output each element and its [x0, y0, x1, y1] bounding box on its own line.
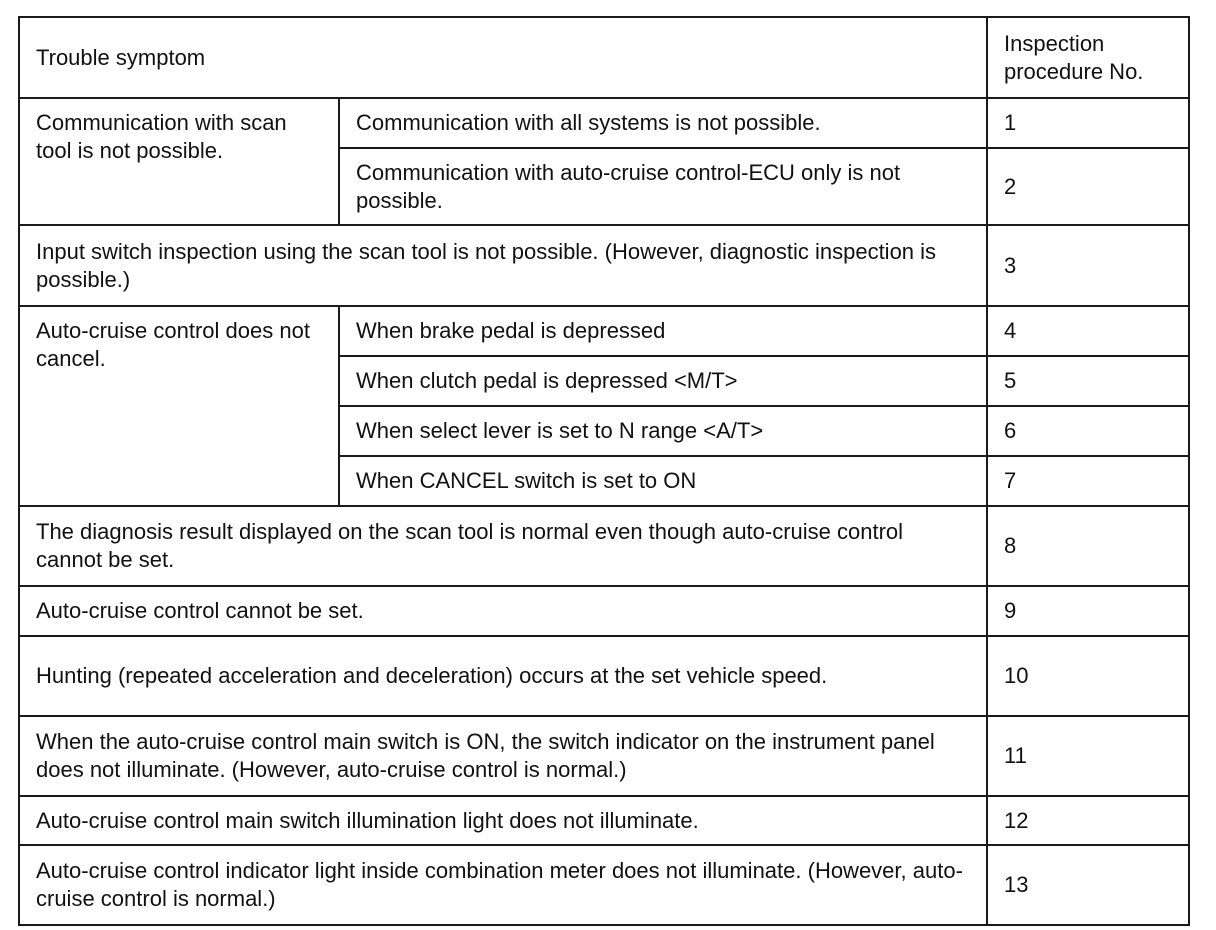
- symptom-cell: Communication with auto-cruise control-ECU only is not possible.: [339, 148, 987, 225]
- symptom-cell: Input switch inspection using the scan tool is not possible. (However, diagnostic inspection is possible.): [19, 225, 987, 306]
- procedure-number: 4: [987, 306, 1189, 356]
- procedure-number: 5: [987, 356, 1189, 406]
- procedure-number: 2: [987, 148, 1189, 225]
- symptom-cell: When the auto-cruise control main switch is ON, the switch indicator on the instrument panel does not illuminate. (However, auto-cruise control is normal.): [19, 716, 987, 796]
- table-row: [19, 716, 1189, 796]
- procedure-number: 6: [987, 406, 1189, 456]
- table-row: [19, 306, 1189, 356]
- symptom-cell: Auto-cruise control main switch illumination light does not illuminate.: [19, 796, 987, 845]
- table-row: [19, 225, 1189, 306]
- table-row: [19, 98, 1189, 148]
- table-row: [19, 636, 1189, 716]
- trouble-symptom-table: [18, 16, 1190, 926]
- procedure-number: 9: [987, 586, 1189, 636]
- procedure-number: 10: [987, 636, 1189, 716]
- group-label-communication: Communication with scan tool is not possible.: [19, 98, 339, 225]
- table-row: [19, 796, 1189, 845]
- header-procedure-line1: Inspection: [1004, 30, 1105, 56]
- symptom-cell: When clutch pedal is depressed <M/T>: [339, 356, 987, 406]
- table-row: [19, 586, 1189, 636]
- symptom-cell: Auto-cruise control cannot be set.: [19, 586, 987, 636]
- procedure-number: 8: [987, 506, 1189, 586]
- symptom-cell: When CANCEL switch is set to ON: [339, 456, 987, 506]
- table-row: [19, 845, 1189, 925]
- procedure-number: 12: [987, 796, 1189, 845]
- symptom-cell: Auto-cruise control indicator light inside combination meter does not illuminate. (However, auto-cruise control is normal.): [19, 845, 987, 925]
- group-label-cancel: Auto-cruise control does not cancel.: [19, 306, 339, 506]
- procedure-number: 13: [987, 845, 1189, 925]
- symptom-cell: The diagnosis result displayed on the scan tool is normal even though auto-cruise control cannot be set.: [19, 506, 987, 586]
- header-trouble-symptom: Trouble symptom: [19, 17, 987, 98]
- procedure-number: 11: [987, 716, 1189, 796]
- procedure-number: 1: [987, 98, 1189, 148]
- procedure-number: 7: [987, 456, 1189, 506]
- symptom-cell: When select lever is set to N range <A/T>: [339, 406, 987, 456]
- procedure-number: 3: [987, 225, 1189, 306]
- header-procedure-no: [987, 17, 1189, 98]
- header-procedure-line2: procedure No.: [1004, 58, 1144, 84]
- symptom-cell: Hunting (repeated acceleration and deceleration) occurs at the set vehicle speed.: [19, 636, 987, 716]
- symptom-cell: When brake pedal is depressed: [339, 306, 987, 356]
- header-row: [19, 17, 1189, 98]
- table-row: [19, 506, 1189, 586]
- symptom-cell: Communication with all systems is not possible.: [339, 98, 987, 148]
